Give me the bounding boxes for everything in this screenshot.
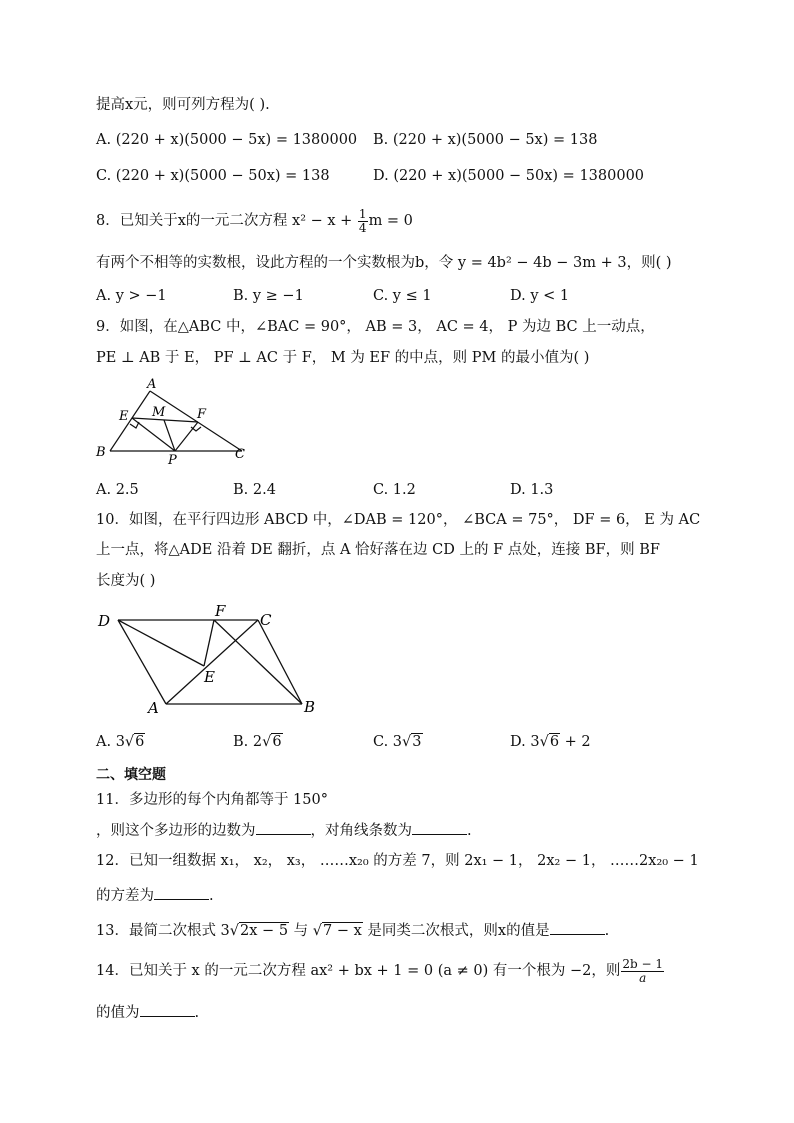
- q13-radicand-2: 7 − x: [323, 923, 362, 939]
- q10-label-d: D: [98, 612, 111, 630]
- q10-option-d: D. 3√6 + 2: [510, 734, 591, 750]
- q13-blank-x[interactable]: [550, 920, 605, 935]
- q13-post: 是同类二次根式，则x的值是: [362, 923, 550, 939]
- q11-line1: 11．多边形的每个内角都等于 150°: [96, 792, 328, 808]
- q14-frac-den: a: [639, 970, 647, 985]
- q13-end: .: [604, 923, 610, 939]
- q10-option-d-pre: D. 3: [510, 734, 540, 750]
- q9-label-p: P: [168, 453, 177, 468]
- q8-option-d: D. y < 1: [510, 288, 570, 304]
- q7-option-b: B. (220 + x)(5000 − 5x) = 138: [373, 132, 598, 148]
- q10-option-b-rad: 6: [272, 734, 282, 750]
- q9-option-a: A. 2.5: [96, 482, 139, 498]
- q8-frac-den: 4: [358, 220, 367, 235]
- q14-line1: [96, 954, 665, 988]
- q9-label-c: C: [235, 447, 245, 462]
- q8-option-c: C. y ≤ 1: [373, 288, 432, 304]
- q11-line2-b: ，对角线条数为: [310, 823, 412, 839]
- q10-line1: 10．如图，在平行四边形 ABCD 中，∠DAB = 120°， ∠BCA = 75°， DF = 6， E 为 AC: [96, 512, 701, 528]
- q7-option-d: D. (220 + x)(5000 − 50x) = 1380000: [373, 168, 645, 184]
- q12-line2-b: .: [209, 888, 214, 904]
- q14-fraction: [621, 958, 664, 985]
- q8-option-b: B. y ≥ −1: [233, 288, 304, 304]
- q11-blank-diagonals[interactable]: [412, 820, 467, 835]
- q13-radicand-1: 2x − 5: [240, 923, 289, 939]
- q9-option-d: D. 1.3: [510, 482, 554, 498]
- q7-option-c: C. (220 + x)(5000 − 50x) = 138: [96, 168, 330, 184]
- q10-label-a: A: [148, 699, 159, 715]
- q9-label-f: F: [197, 407, 207, 422]
- q8-line1-pre: 8．已知关于x的一元二次方程 x² − x +: [96, 213, 357, 229]
- q10-label-f: F: [215, 602, 226, 620]
- q13-line: 13．最简二次根式 3√2x − 5 与 √7 − x 是同类二次根式，则x的值是 .: [96, 920, 609, 941]
- q12-line2: [96, 885, 214, 906]
- q9-option-b: B. 2.4: [233, 482, 276, 498]
- q7-option-a: A. (220 + x)(5000 − 5x) = 1380000: [96, 132, 358, 148]
- q10-option-b-pre: B. 2: [233, 734, 263, 750]
- q9-triangle-figure: [92, 378, 252, 468]
- q13-pre: 13．最简二次根式 3: [96, 923, 230, 939]
- q10-option-d-rad: 6: [549, 734, 560, 750]
- q10-line3: 长度为( ): [96, 573, 156, 589]
- q10-label-b: B: [304, 698, 316, 715]
- q10-option-c: C. 3√3: [373, 734, 422, 750]
- q11-line2-c: .: [467, 823, 472, 839]
- q10-option-b: B. 2√6: [233, 734, 282, 750]
- q10-option-a-rad: 6: [135, 734, 145, 750]
- q14-frac-num: 2b − 1: [622, 956, 663, 971]
- q8-line1: [96, 206, 413, 236]
- q14-line1-pre: 14．已知关于 x 的一元二次方程 ax² + bx + 1 = 0 (a ≠ 0) 有一个根为 −2，则: [96, 963, 621, 979]
- q10-line2: 上一点，将△ADE 沿着 DE 翻折，点 A 恰好落在边 CD 上的 F 点处，连接 BF，则 BF: [96, 542, 660, 558]
- q8-line1-post: m = 0: [368, 213, 413, 229]
- q10-label-c: C: [260, 611, 272, 629]
- q12-blank-variance[interactable]: [154, 885, 209, 900]
- q9-line1: 9．如图，在△ABC 中，∠BAC = 90°， AB = 3， AC = 4， P 为边 BC 上一动点，: [96, 319, 655, 335]
- q12-line2-a: 的方差为: [96, 888, 154, 904]
- q10-option-c-rad: 3: [412, 734, 422, 750]
- q9-label-a: A: [147, 378, 157, 392]
- q11-line2-a: ，则这个多边形的边数为: [96, 823, 256, 839]
- q14-line2-a: 的值为: [96, 1005, 140, 1021]
- q10-option-a-pre: A. 3: [96, 734, 125, 750]
- q10-option-a: A. 3√6: [96, 734, 145, 750]
- q13-mid: 与: [289, 923, 313, 939]
- q10-parallelogram-figure: [92, 600, 322, 715]
- q8-fraction: [358, 208, 368, 235]
- q14-blank-value[interactable]: [140, 1002, 195, 1017]
- q10-label-e: E: [204, 668, 215, 686]
- q8-line2: 有两个不相等的实数根，设此方程的一个实数根为b，令 y = 4b² − 4b − 3m + 3，则( ): [96, 255, 672, 271]
- section-title-fill-in: 二、填空题: [96, 767, 166, 783]
- q11-blank-sides[interactable]: [256, 820, 311, 835]
- q9-label-e: E: [119, 409, 129, 424]
- q14-line2-b: .: [194, 1005, 200, 1021]
- q10-option-d-post: + 2: [560, 734, 591, 750]
- q14-line2: [96, 1002, 199, 1023]
- q9-label-b: B: [96, 445, 106, 460]
- q7-tail: 提高x元，则可列方程为( ).: [96, 97, 270, 113]
- q9-label-m: M: [152, 405, 166, 420]
- q8-frac-num: 1: [358, 206, 367, 221]
- q11-line2: [96, 820, 472, 841]
- q12-line1: 12．已知一组数据 x₁， x₂， x₃， ……x₂₀ 的方差 7，则 2x₁ − 1， 2x₂ − 1， ……2x₂₀ − 1: [96, 853, 699, 869]
- q10-option-c-pre: C. 3: [373, 734, 403, 750]
- q9-line2: PE ⊥ AB 于 E， PF ⊥ AC 于 F， M 为 EF 的中点，则 PM 的最小值为( ): [96, 350, 590, 366]
- q9-option-c: C. 1.2: [373, 482, 416, 498]
- q8-option-a: A. y > −1: [96, 288, 167, 304]
